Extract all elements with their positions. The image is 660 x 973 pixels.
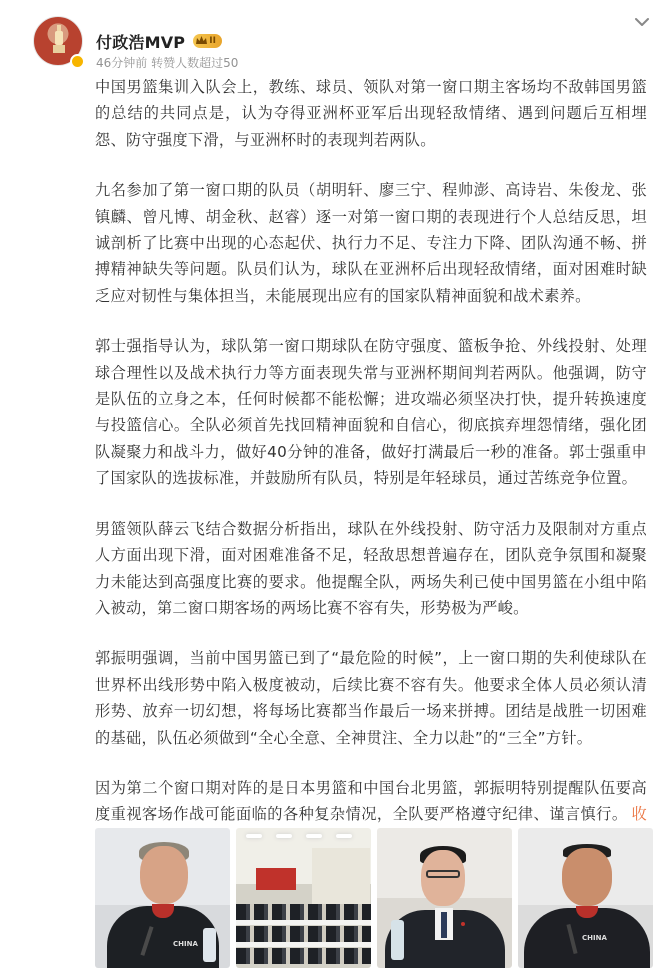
author-name[interactable]: 付政浩MVP [96,32,186,52]
photo-3[interactable] [377,828,512,968]
post-time[interactable]: 46分钟前 [96,56,148,70]
paragraph-3: 郭士强指导认为，球队第一窗口期球队在防守强度、篮板争抢、外线投射、处理球合理性以及战术执行力等方面表现失常与亚洲杯期间判若两队。他强调，防守是队伍的立身之本，任何时候都不能松懈；进攻端必须坚决打快，提升转换速度与投篮信心。全队必须首先找回精神面貌和自信心，彻底摈弃埋怨情绪，强化团队凝聚力和战斗力，做好40分钟的准备，做好打满最后一秒的准备。郭士强重申了国家队的选拔标准，并鼓励所有队员，特别是年轻球员，通过苦练竞争位置。 [95,337,647,488]
paragraph-6-text: 因为第二个窗口期对阵的是日本男篮和中国台北男篮，郭振明特别提醒队伍要高度重视客场作战可能面临的各种复杂情况，全队要严格遵守纪律、谨言慎行。 [95,778,647,824]
photo-1[interactable] [95,828,230,968]
collapse-link[interactable]: 收 [631,805,647,824]
shirt-logo: CHINA [173,940,198,948]
paragraph-1: 中国男篮集训入队会上，教练、球员、领队对第一窗口期主客场均不敌韩国男篮的总结的共同点是，认为夺得亚洲杯亚军后出现轻敌情绪、遇到问题后互相埋怨、防守强度下滑，与亚洲杯时的表现判若两队。 [95,78,647,149]
post-meta [96,54,238,71]
vip-badge[interactable] [193,34,222,48]
paragraph-2: 九名参加了第一窗口期的队员（胡明轩、廖三宁、程帅澎、高诗岩、朱俊龙、张镇麟、曾凡博、胡金秋、赵睿）逐一对第一窗口期的表现进行个人总结反思，坦诚剖析了比赛中出现的心态起伏、执行力不足、专注力下降、团队沟通不畅、拼搏精神缺失等问题。队员们认为，球队在亚洲杯后出现轻敌情绪，面对困难时缺乏应对韧性与集体担当，未能展现出应有的国家队精神面貌和战术素养。 [95,181,647,305]
paragraph-4: 男篮领队薛云飞结合数据分析指出，球队在外线投射、防守活力及限制对方重点人方面出现下滑，面对困难准备不足，轻敌思想普遍存在，团队竞争氛围和凝聚力未能达到高强度比赛的要求。他提醒全队，两场失利已使中国男篮在小组中陷入被动，第二窗口期客场的两场比赛不容有失，形势极为严峻。 [95,519,647,617]
photo-grid [95,828,653,968]
post-header [96,30,222,52]
repost-info: 转赞人数超过50 [151,56,239,70]
photo-4[interactable] [518,828,653,968]
verified-badge-icon [70,54,85,69]
post-content [95,74,647,854]
vip-level: II [209,36,216,46]
paragraph-5: 郭振明强调，当前中国男篮已到了“最危险的时候”，上一窗口期的失利使球队在世界杯出线形势中陷入极度被动，后续比赛不容有失。他要求全体人员必须认清形势、放弃一切幻想，将每场比赛都当作最后一场来拼搏。团结是战胜一切困难的基础，队伍必须做到“全心全意、全神贯注、全力以赴”的“三全”方针。 [95,649,647,747]
photo-2[interactable] [236,828,371,968]
crown-icon [196,36,207,46]
trophy-icon [51,25,67,55]
shirt-logo: CHINA [582,934,607,942]
chevron-down-icon[interactable] [634,16,650,28]
